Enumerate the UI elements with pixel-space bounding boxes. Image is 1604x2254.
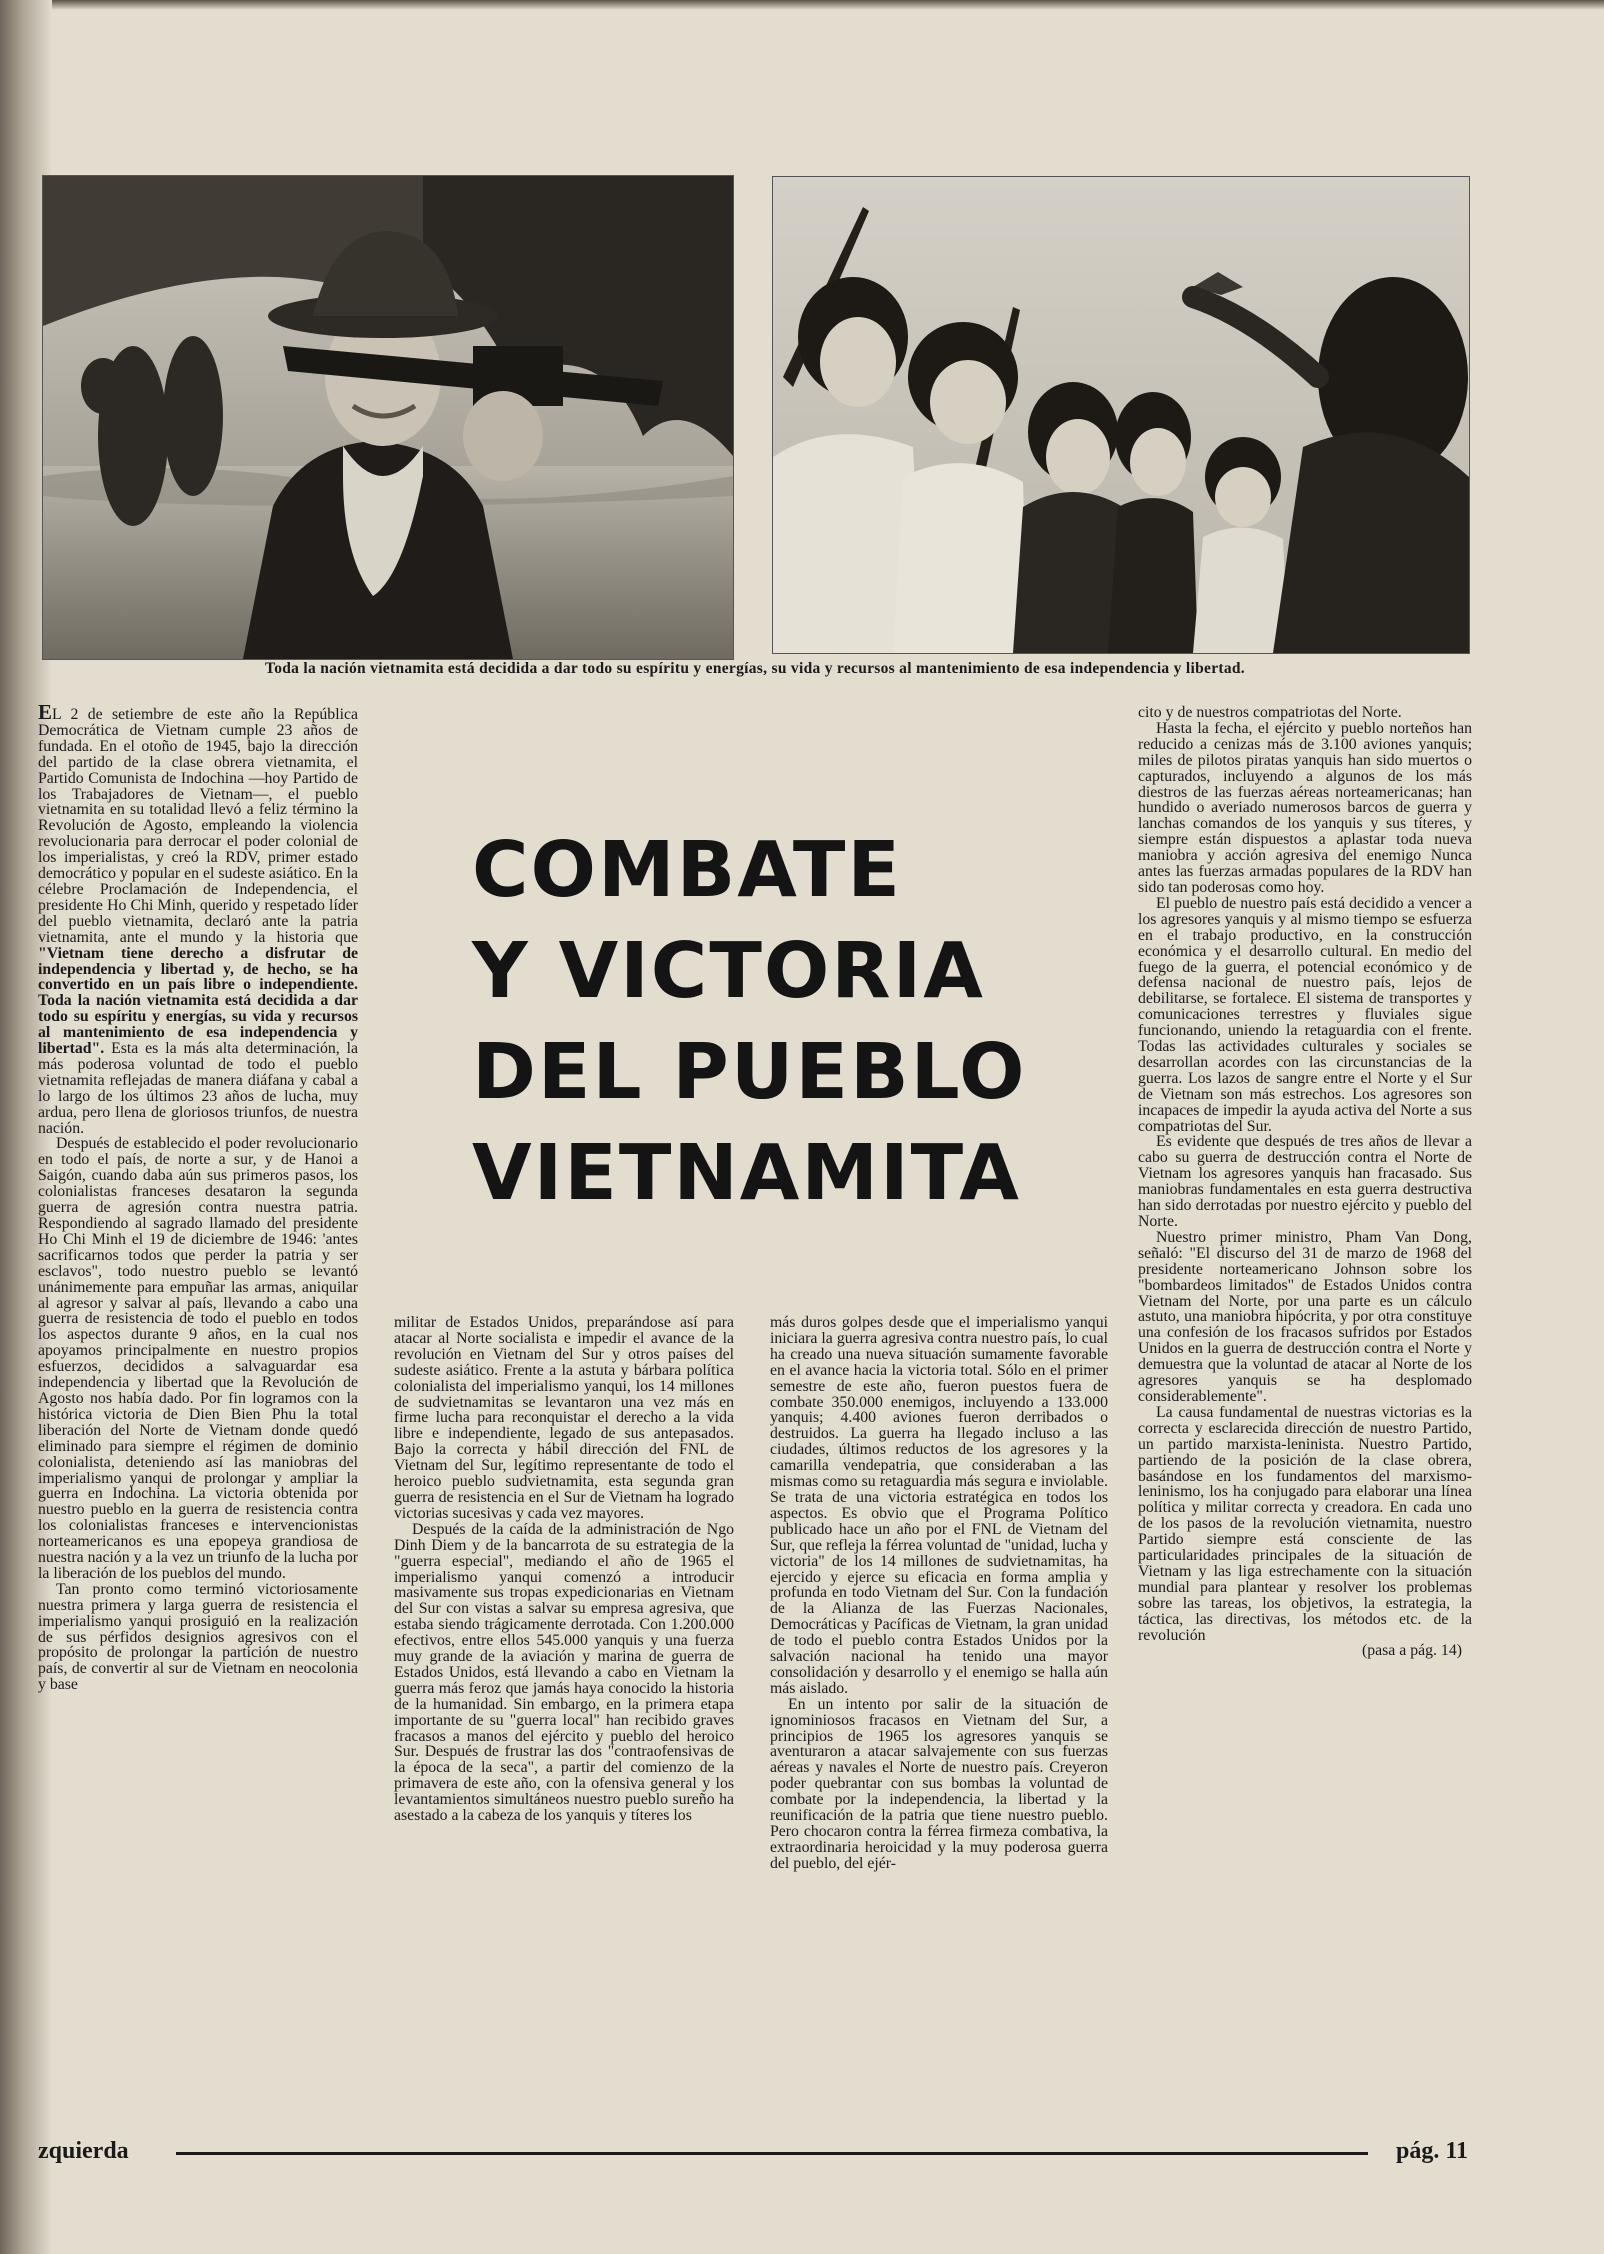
- article-paragraph: En un intento por salir de la situación de ignominiosos fracasos en Vietnam del Sur, a principios de 1965 los agresores yanquis se aventuraron a atacar salvajemente con sus fuerzas aéreas y navales el Norte de nuestro país. Creyeron poder quebrantar con sus bombas la voluntad de combate por la independencia, la libertad y la reunificación de la patria que tiene nuestro pueblo. Pero chocaron contra la férrea firmeza combativa, la extraordinaria heroicidad y la muy poderosa guerra del pueblo, del ejér-: [770, 1695, 1108, 1872]
- paragraph-text: L 2 de setiembre de este año la República Democrática de Vietnam cumple 23 años de fundada. En el otoño de 1945, bajo la dirección del partido de la clase obrera vietnamita, el Partido Comunista de Indochina —hoy Partido de los Trabajadores de Vietnam—, el pueblo vietnamita en su totalidad llevó a feliz término la Revolución de Agosto, empleando la violencia revolucionaria para derrocar el poder colonial de los imperialistas, y creó la RDV, primer estado democrático y popular en el sudeste asiático. En la célebre Proclamación de Independencia, el presidente Ho Chi Minh, querido y respetado líder del pueblo vietnamita, declaró ante la patria vietnamita, ante el mundo y la historia que: [38, 706, 358, 946]
- article-column-1: [38, 700, 358, 1694]
- quote-bold: "Vietnam tiene derecho a disfrutar de independencia y libertad y, de hecho, se ha convertido en un país libre o independiente. Toda la nación vietnamita está decidida a dar todo su espíritu y energías, su vida y recursos al mantenimiento de esa independencia y libertad".: [38, 944, 358, 1058]
- photo-woman-with-rifle: [42, 175, 734, 660]
- page-number: pág. 11: [1395, 2138, 1468, 2164]
- article-paragraph: Hasta la fecha, el ejército y pueblo norteños han reducido a cenizas más de 3.100 aviones yanquis; miles de pilotos piratas yanquis han sido muertos o capturados, incluyendo a algunos de los más diestros de las fuerzas aéreas norteamericanas; han hundido o averiado numerosos barcos de guerra y lanchas comandos de los yanquis y sus títeres, y siempre están dispuestos a aplastar toda nueva maniobra y acción agresiva del enemigo Nunca antes las fuerzas armadas populares de la RDV han sido tan poderosas como hoy.: [1138, 719, 1472, 896]
- headline-line: COMBATE: [472, 826, 903, 915]
- article-column-4: [1138, 705, 1472, 1659]
- page-footer: [38, 2138, 1468, 2168]
- photo-women-pointing-at-plane-image: [773, 177, 1469, 653]
- article-paragraph: Nuestro primer ministro, Pham Van Dong, señaló: "El discurso del 31 de marzo de 1968 del presidente norteamericano Johnson sobre los "bombardeos limitados" de Estados Unidos contra Vietnam del Norte, por una parte es un cálculo astuto, una maniobra hipócrita, y por otra constituye una confesión de los fracasos sufridos por Estados Unidos en la guerra de destrucción contra el Norte y demuestra que la voluntad de atacar al Norte de los agresores yanquis se ha desplomado considerablemente".: [1138, 1228, 1472, 1405]
- drop-cap: E: [38, 700, 53, 724]
- article-paragraph: El pueblo de nuestro país está decidido a vencer a los agresores yanquis y al mismo tiempo se esfuerza en el trabajo productivo, en la construcción económica y el desarrollo cultural. En medio del fuego de la guerra, el potencial económico y de defensa nacional de nuestro país, lejos de debilitarse, se fortalece. El sistema de transportes y comunicaciones terrestres y fluviales sigue funcionando, uniendo la retaguardia con el frente. Todas las actividades culturales y sociales se desarrollan acordes con las circunstancias de la guerra. Los lazos de sangre entre el Norte y el Sur de Vietnam son más estrechos. Los agresores son incapaces de impedir la ayuda activa del Norte a sus compatriotas del Sur.: [1138, 894, 1472, 1135]
- article-paragraph: militar de Estados Unidos, preparándose así para atacar al Norte socialista e impedir el avance de la revolución en Vietnam del Sur y otros países del sudeste asiático. Frente a la astuta y bárbara política colonialista del imperialismo yanqui, los 14 millones de sudvietnamitas se levantaron una vez más en firme lucha para reconquistar el derecho a la vida libre e independiente, legado de sus antepasados. Bajo la correcta y hábil dirección del FNL de Vietnam del Sur, legítimo representante de todo el heroico pueblo sudvietnamita, esta segunda gran guerra de resistencia en el Sur de Vietnam ha logrado victorias sucesivas y cada vez mayores.: [394, 1314, 734, 1522]
- article-paragraph: [38, 700, 358, 1137]
- article-paragraph: Tan pronto como terminó victoriosamente nuestra primera y larga guerra de resistencia el imperialismo yanqui prosiguió en la realización de sus pérfidos designios agresivos con el propósito de prolongar la partición de nuestro país, de convertir al sur de Vietnam en neocolonia y base: [38, 1580, 358, 1694]
- photo-caption: Toda la nación vietnamita está decidida a dar todo su espíritu y energías, su vida y recursos al mantenimiento de esa independencia y libertad.: [265, 660, 1245, 677]
- article-paragraph: Después de establecido el poder revolucionario en todo el país, de norte a sur, y de Hanoi a Saigón, cuando daba aún sus primeros pasos, los colonialistas franceses desataron la segunda guerra de agresión contra nuestra patria. Respondiendo al sagrado llamado del presidente Ho Chi Minh el 19 de diciembre de 1946: 'antes sacrificarnos todos que perder la patria y ser esclavos", todo nuestro pueblo se levantó unánimemente para empuñar las armas, aniquilar al agresor y salvar al país, llevando a cabo una guerra de resistencia de todo el pueblo en todos los aspectos durante 9 años, en la cual nos apoyamos principalmente en nuestro propios esfuerzos, decididos a salvaguardar esa independencia y libertad que la Revolución de Agosto nos había dado. Por fin logramos con la histórica victoria de Dien Bien Phu la total liberación del Norte de Vietnam donde quedó eliminado para siempre el régimen de dominio colonialista, deteniendo así las maniobras del imperialismo yanqui de prolongar y ampliar la guerra en Indochina. La victoria obtenida por nuestro pueblo en la guerra de resistencia contra los colonialistas franceses e intervencionistas norteamericanos es una epopeya grandiosa de nuestra nación y a la vez un triunfo de la lucha por la liberación de los pueblos del mundo.: [38, 1135, 358, 1582]
- paragraph-text: Esta es la más alta determinación, la más poderosa voluntad de todo el pueblo vietnamita reflejadas de manera diáfana y cabal a lo largo de los últimos 23 años de lucha, muy ardua, pero llena de gloriosos triunfos, de nuestra nación.: [38, 1040, 358, 1137]
- article-column-3: [770, 1315, 1108, 1872]
- article-paragraph: La causa fundamental de nuestras victorias es la correcta y esclarecida dirección de nuestro Partido, un partido marxista-leninista. Nuestro Partido, partiendo de la posición de la clase obrera, basándose en los fundamentos del marxismo-leninismo, los ha conjugado para elaborar una línea política y militar correcta y creadora. En cada uno de los pasos de la revolución vietnamita, nuestro Partido siempre está consciente de las particularidades principales de la situación de Vietnam y las liga estrechamente con la situación mundial para plantear y resolver los problemas sobre las tareas, los objetivos, la estrategia, la táctica, las directivas, los métodos etc. de la revolución: [1138, 1403, 1472, 1644]
- magazine-name: zquierda: [38, 2138, 129, 2164]
- article-paragraph: cito y de nuestros compatriotas del Norte.: [1138, 704, 1402, 721]
- photo-woman-with-rifle-image: [43, 176, 733, 659]
- headline-line: VIETNAMITA: [472, 1129, 1021, 1218]
- article-paragraph: Después de la caída de la administración de Ngo Dinh Diem y de la bancarrota de su estrategia de la "guerra especial", mediando el año de 1965 el imperialismo yanqui comenzó a introducir masivamente sus tropas expedicionarias en Vietnam del Sur con vistas a salvar su empresa agresiva, que estaba siendo trágicamente derrotada. Con 1.200.000 efectivos, entre ellos 545.000 yanquis y una fuerza muy grande de la aviación y marina de guerra de Estados Unidos, está llevando a cabo en Vietnam la guerra más feroz que jamás haya conocido la historia de la humanidad. Sin embargo, en la primera etapa importante de su "guerra local" han recibido graves fracasos a manos del ejército y pueblo del heroico Sur. Después de frustrar las dos "contraofensivas de la época de la seca", a partir del comienzo de la primavera de este año, con la ofensiva general y los levantamientos simultáneos nuestro pueblo sureño ha asestado a la cabeza de los yanquis y títeres los: [394, 1520, 734, 1825]
- article-headline: [472, 820, 1072, 1224]
- photo-women-pointing-at-plane: [772, 176, 1470, 654]
- page-top-edge: [0, 0, 1604, 10]
- article-paragraph: Es evidente que después de tres años de llevar a cabo su guerra de destrucción contra el Norte de Vietnam los agresores yanquis han fracasado. Sus maniobras fundamentales en esta guerra destructiva han sido derrotadas por nuestro ejército y pueblo del Norte.: [1138, 1133, 1472, 1230]
- footer-rule: [176, 2152, 1368, 2155]
- article-paragraph: más duros golpes desde que el imperialismo yanqui iniciara la guerra agresiva contra nuestro país, lo cual ha creado una nueva situación sumamente favorable en el avance hacia la victoria total. Sólo en el primer semestre de este año, fueron puestos fuera de combate 350.000 enemigos, incluyendo a 133.000 yanquis; 4.400 aviones fueron derribados o destruidos. La guerra ha llegado incluso a las ciudades, últimos reductos de los agresores y la camarilla vendepatria, que consideraban a las mismas como su retaguardia más segura e inviolable. Se trata de una victoria estratégica en todos los aspectos. Es obvio que el Programa Político publicado hace un año por el FNL de Vietnam del Sur, que refleja la férrea voluntad de "unidad, lucha y victoria" de los 14 millones de sudvietnamitas, ha ejercido y ejerce su eficacia en forma amplia y profunda en todo Vietnam del Sur. Con la fundación de la Alianza de las Fuerzas Nacionales, Democráticas y Pacíficas de Vietnam, la gran unidad de todo el pueblo contra Estados Unidos por la salvación nacional ha tenido una mayor consolidación y desarrollo y el enemigo se halla aún más aislado.: [770, 1314, 1108, 1697]
- article-column-2: [394, 1315, 734, 1824]
- continued-note: (pasa a pág. 14): [1361, 1642, 1462, 1660]
- headline-line: Y VICTORIA: [472, 927, 985, 1016]
- headline-line: DEL PUEBLO: [472, 1028, 1027, 1117]
